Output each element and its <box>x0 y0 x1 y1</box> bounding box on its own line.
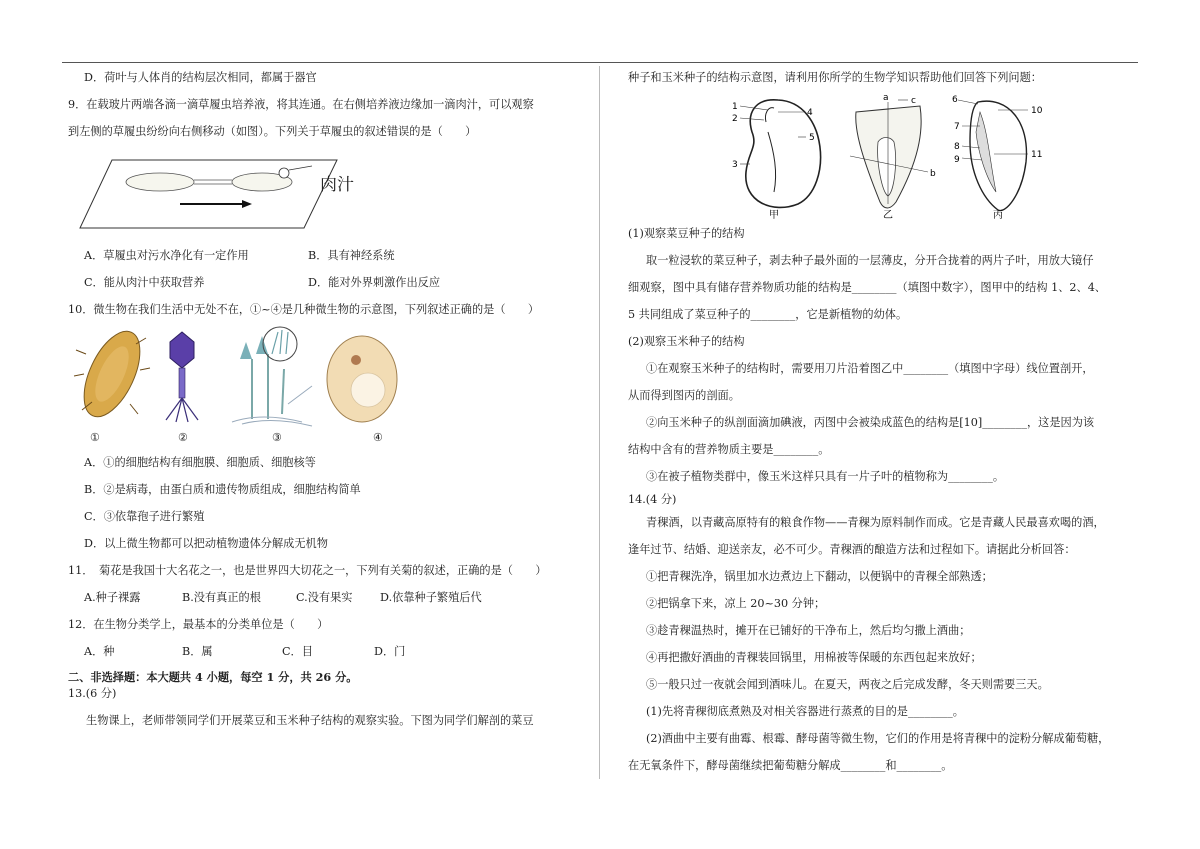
q14-step-1: ①把青稞洗净，锅里加水边煮边上下翻动，以便锅中的青稞全部熟透； <box>646 570 993 583</box>
label-9: 9 <box>954 155 960 165</box>
mold-image <box>232 327 312 426</box>
q10-figure-numbers <box>68 430 588 444</box>
label-4: 4 <box>807 108 813 118</box>
q14-intro-line1: 青稞酒，以青藏高原特有的粮食作物——青稞为原料制作而成。它是青藏人民最喜欢喝的酒， <box>646 516 1105 529</box>
label-jia: 甲 <box>769 210 779 220</box>
meat-juice-label: 肉汁 <box>320 175 354 195</box>
q13-paragraph: 生物课上，老师带领同学们开展菜豆和玉米种子结构的观察实验。下图为同学们解剖的菜豆 <box>86 714 534 727</box>
q14-step-2: ②把锅拿下来，凉上 20~30 分钟； <box>646 597 826 610</box>
q10-option-a: A．①的细胞结构有细胞膜、细胞质、细胞核等 <box>84 456 316 469</box>
figure-number-1: ① <box>90 431 101 444</box>
q13-continuation: 种子和玉米种子的结构示意图，请利用你所学的生物学知识帮助他们回答下列问题： <box>628 71 1042 84</box>
q12-option-b: B．属 <box>182 645 213 658</box>
left-column <box>68 70 588 729</box>
q8-option-d: D．荷叶与人体肖的结构层次相同，都属于器官 <box>84 71 317 84</box>
figure-number-4: ④ <box>373 431 384 444</box>
label-3: 3 <box>732 160 738 170</box>
q14-question-2-line2: 在无氧条件下，酵母菌继续把葡萄糖分解成________和________。 <box>628 759 953 772</box>
label-11: 11 <box>1031 150 1043 160</box>
q14-question-1: (1)先将青稞彻底煮熟及对相关容器进行蒸煮的目的是________。 <box>646 705 964 718</box>
q14-heading: 14.(4 分) <box>628 493 677 506</box>
q9-stem-line1: 9．在载玻片两端各滴一滴草履虫培养液，将其连通。在右侧培养液边缘加一滴肉汁，可以观察 <box>68 98 534 111</box>
q12-stem: 12．在生物分类学上，最基本的分类单位是（ ） <box>68 618 329 631</box>
microbes-figure <box>72 324 432 434</box>
q12-option-c: C．目 <box>282 645 313 658</box>
q11-option-a: A.种子裸露 <box>84 591 141 604</box>
q13-heading: 13.(6 分) <box>68 687 117 700</box>
q10-option-b: B．②是病毒，由蛋白质和遗传物质组成，细胞结构简单 <box>84 483 361 496</box>
q13-part2-item2: ②向玉米种子的纵剖面滴加碘液，丙图中会被染成蓝色的结构是[10]________，这是因为该 <box>646 416 1095 429</box>
q13-part1-line1: 取一粒浸软的菜豆种子，剥去种子最外面的一层薄皮，分开合拢着的两片子叶，用放大镜仔 <box>646 254 1094 267</box>
seed-structure-figure <box>628 92 1108 220</box>
q9-stem-line2: 到左侧的草履虫纷纷向右侧移动（如图）。下列关于草履虫的叙述错误的是（ ） <box>68 125 477 138</box>
q14-step-4: ④再把撒好酒曲的青稞装回锅里，用棉被等保暖的东西包起来放好； <box>646 651 982 664</box>
q11-option-d: D.依靠种子繁殖后代 <box>380 591 482 604</box>
q9-option-b: B．具有神经系统 <box>308 249 395 262</box>
corn-seed-section-diagram <box>952 95 1043 220</box>
figure-number-3: ③ <box>272 431 283 444</box>
q13-part2-heading: (2)观察玉米种子的结构 <box>628 335 745 348</box>
bacterium-image <box>73 324 152 425</box>
q11-options <box>68 590 588 606</box>
q9-options-row1 <box>68 248 588 264</box>
q12-option-a: A．种 <box>84 645 115 658</box>
q9-option-c: C．能从肉汁中获取营养 <box>84 276 205 289</box>
q9-option-d: D．能对外界刺激作出反应 <box>308 276 441 289</box>
label-a: a <box>883 93 889 103</box>
q12-option-d: D．门 <box>374 645 406 658</box>
virus-image <box>166 332 198 422</box>
q11-stem: 11． 菊花是我国十大名花之一，也是世界四大切花之一，下列有关菊的叙述，正确的是（ ） <box>68 564 547 577</box>
figure-number-2: ② <box>178 431 189 444</box>
q10-option-c: C．③依靠孢子进行繁殖 <box>84 510 205 523</box>
label-b: b <box>930 169 936 179</box>
top-rule <box>62 62 1138 63</box>
slide-diagram <box>72 156 402 236</box>
q14-step-5: ⑤一般只过一夜就会闻到酒味儿。在夏天，两夜之后完成发酵，冬天则需要三天。 <box>646 678 1049 691</box>
q13-part2-item1-cont: 从而得到图丙的剖面。 <box>628 389 740 402</box>
q13-part1-line2: 细观察，图中具有储存营养物质功能的结构是________（填图中数字），图甲中的结构 1、2、4、 <box>628 281 1106 294</box>
label-10: 10 <box>1031 106 1043 116</box>
label-2: 2 <box>732 114 738 124</box>
label-6: 6 <box>952 95 958 105</box>
q12-options <box>68 644 588 660</box>
q13-part2-item1: ①在观察玉米种子的结构时，需要用刀片沿着图乙中________（填图中字母）线位置剖开， <box>646 362 1094 375</box>
label-8: 8 <box>954 142 960 152</box>
column-divider <box>599 66 600 779</box>
q9-options-row2 <box>68 275 588 291</box>
q13-part2-item2-cont: 结构中含有的营养物质主要是________。 <box>628 443 830 456</box>
right-column <box>628 70 1138 774</box>
q10-option-d: D．以上微生物都可以把动植物遗体分解成无机物 <box>84 537 328 550</box>
bean-seed-diagram <box>732 100 821 220</box>
q14-intro-line2: 逢年过节、结婚、迎送亲友，必不可少。青稞酒的酿造方法和过程如下。请据此分析回答： <box>628 543 1076 556</box>
yeast-image <box>327 336 397 422</box>
label-c: c <box>911 96 916 106</box>
q10-stem: 10．微生物在我们生活中无处不在，①~④是几种微生物的示意图，下列叙述正确的是（ ） <box>68 303 540 316</box>
label-yi: 乙 <box>883 210 893 220</box>
q14-question-2-line1: (2)酒曲中主要有曲霉、根霉、酵母菌等微生物，它们的作用是将青稞中的淀粉分解成葡萄糖， <box>646 732 1110 745</box>
label-7: 7 <box>954 122 960 132</box>
q13-part1-heading: (1)观察菜豆种子的结构 <box>628 227 745 240</box>
corn-seed-front-diagram <box>850 93 936 220</box>
label-1: 1 <box>732 102 738 112</box>
q14-step-3: ③趁青稞温热时，摊开在已铺好的干净布上，然后均匀撒上酒曲； <box>646 624 971 637</box>
q9-option-a: A．草履虫对污水净化有一定作用 <box>84 249 249 262</box>
q13-part2-item3: ③在被子植物类群中，像玉米这样只具有一片子叶的植物称为________。 <box>646 470 1005 483</box>
q13-part1-line3: 5 共同组成了菜豆种子的________，它是新植物的幼体。 <box>628 308 908 321</box>
label-5: 5 <box>809 133 815 143</box>
label-bing: 丙 <box>993 210 1003 220</box>
section-2-heading: 二、非选择题：本大题共 4 小题，每空 1 分，共 26 分。 <box>68 670 358 684</box>
q11-option-c: C.没有果实 <box>296 591 353 604</box>
q11-option-b: B.没有真正的根 <box>182 591 261 604</box>
